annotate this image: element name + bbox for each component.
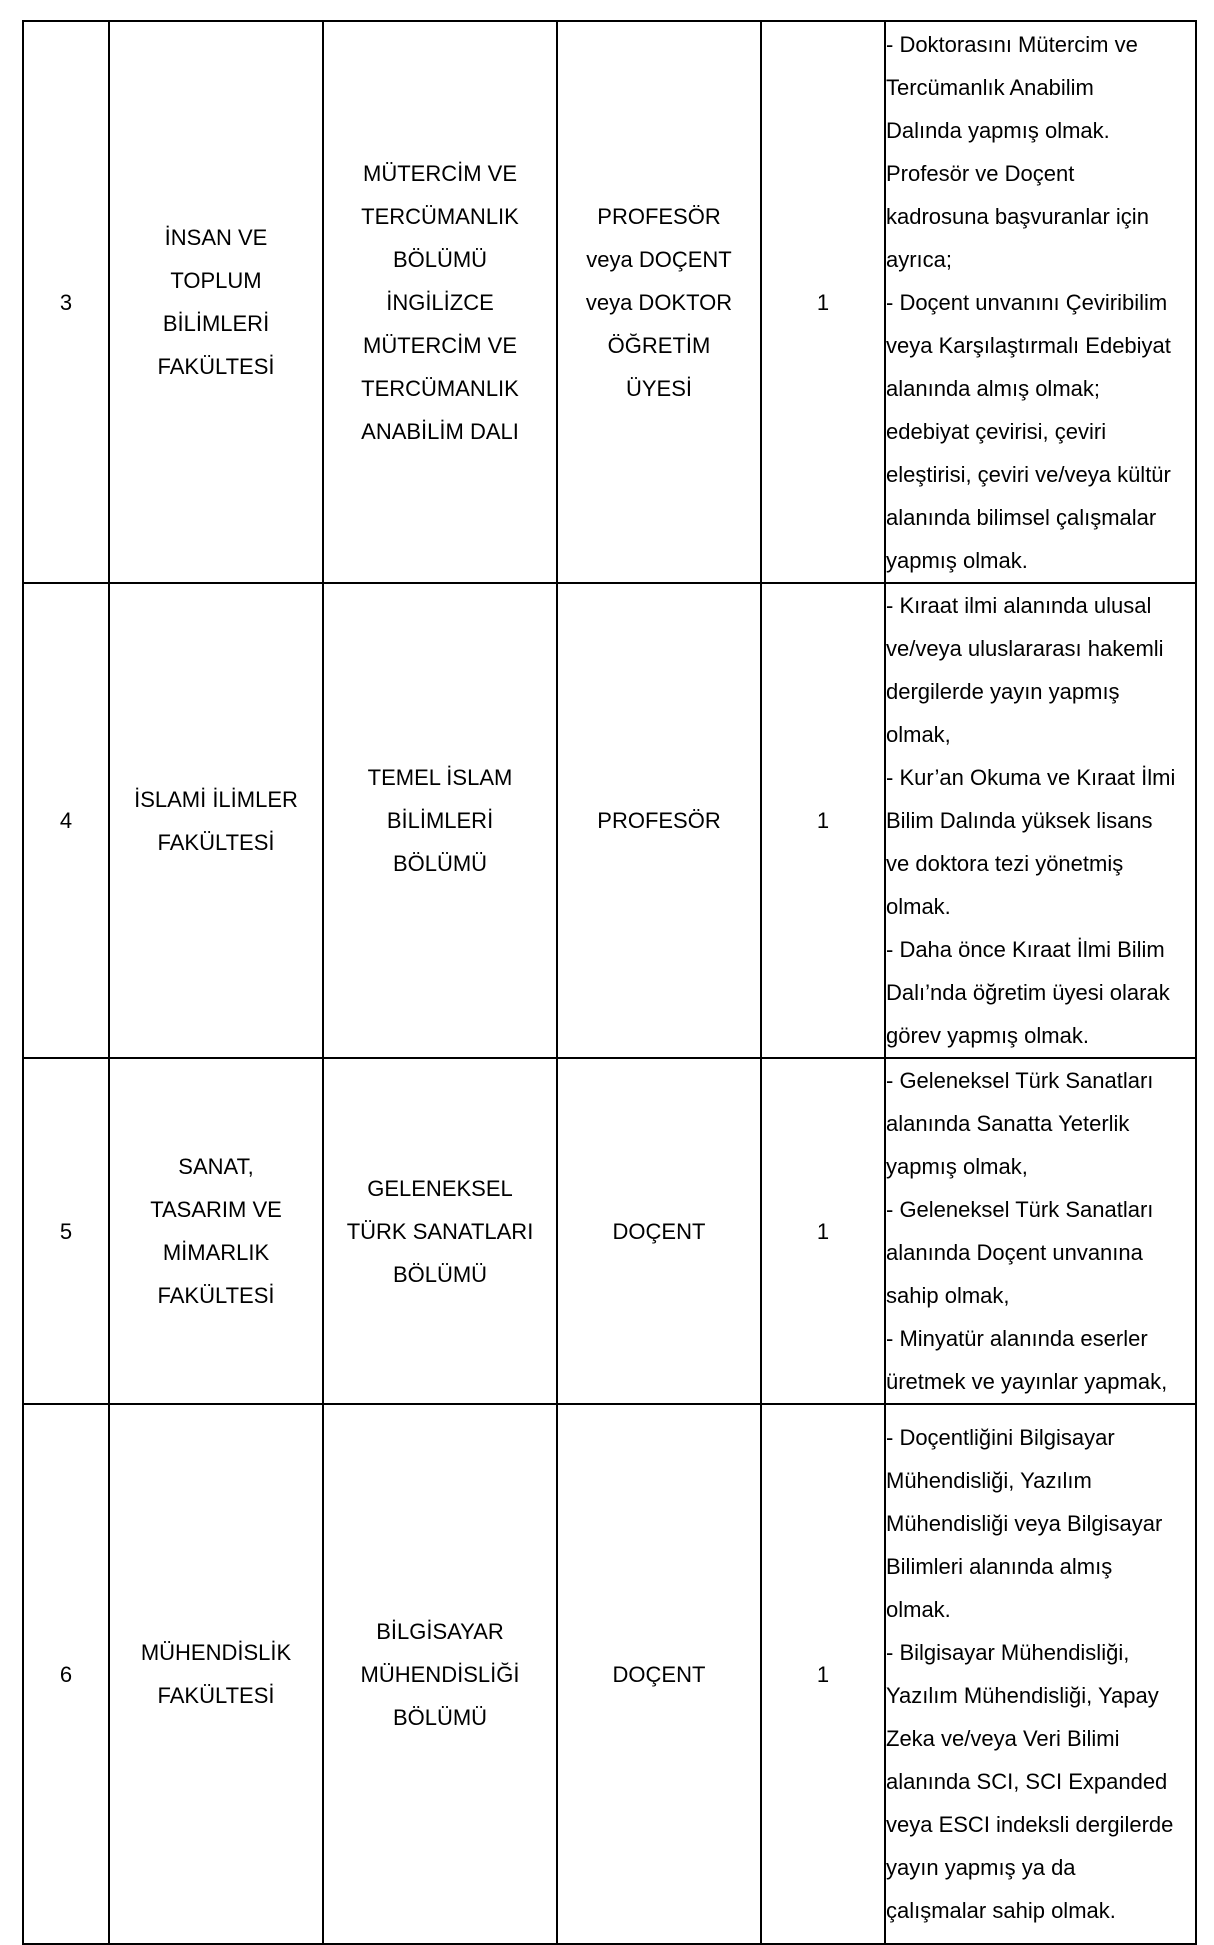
faculty-line: İSLAMİ İLİMLER [134,786,298,812]
requirements-line: - Minyatür alanında eserler [886,1326,1148,1351]
title-line: DOÇENT [612,1661,706,1687]
requirements-line: - Doçent unvanını Çeviribilim [886,289,1168,315]
requirements-line: - Kur’an Okuma ve Kıraat İlmi [886,765,1176,790]
requirements-line: alanında SCI, SCI Expanded [886,1769,1168,1794]
requirements-line: sahip olmak, [886,1283,1010,1308]
requirements-line: Zeka ve/veya Veri Bilimi [886,1726,1120,1751]
department-line: İNGİLİZCE [386,289,494,315]
department-line: BÖLÜMÜ [392,246,488,272]
count-cell [761,1404,885,1944]
requirements-line: - Daha önce Kıraat İlmi Bilim [886,937,1165,962]
title-cell [557,1058,761,1404]
requirements-line: olmak. [886,1597,951,1622]
title-line: PROFESÖR [597,808,721,833]
row-number-text: 5 [59,1218,73,1244]
title-line: veya DOKTOR [585,289,733,315]
faculty-line: SANAT, [178,1154,254,1179]
faculty-cell [109,21,323,583]
requirements-line: yapmış olmak. [886,547,1028,573]
requirements-line: olmak. [886,894,951,919]
requirements-line: - Doktorasını Mütercim ve [886,31,1138,57]
requirements-line: veya Karşılaştırmalı Edebiyat [886,332,1171,358]
title-line: DOÇENT [612,1218,706,1244]
requirements-line: veya ESCI indeksli dergilerde [886,1812,1174,1837]
count-text: 1 [816,808,830,833]
faculty-cell [109,1058,323,1404]
requirements-line: dergilerde yayın yapmış [886,679,1120,704]
department-line: BÖLÜMÜ [392,1704,488,1730]
title-line: ÖĞRETİM [607,332,711,358]
row-number [23,583,109,1058]
department-line: BÖLÜMÜ [392,851,488,876]
requirements-line: yayın yapmış ya da [886,1855,1076,1880]
requirements-line: - Geleneksel Türk Sanatları [886,1068,1154,1093]
row-number [23,1404,109,1944]
requirements-line: kadrosuna başvuranlar için [886,203,1149,229]
requirements-line: alanında Sanatta Yeterlik [886,1111,1130,1136]
count-text: 1 [816,289,830,315]
department-cell [323,1404,557,1944]
department-line: TÜRK SANATLARI [346,1218,534,1244]
row-number-text: 6 [59,1661,73,1687]
faculty-line: FAKÜLTESİ [157,829,275,855]
requirements-line: Mühendisliği, Yazılım [886,1468,1092,1493]
table-row [23,583,1196,1058]
count-cell [761,1058,885,1404]
requirements-line: - Kıraat ilmi alanında ulusal [886,593,1152,618]
row-number-text: 3 [59,289,73,315]
requirements-line: alanında Doçent unvanına [886,1240,1143,1265]
position-table [22,20,1197,1945]
department-cell [323,583,557,1058]
department-line: TERCÜMANLIK [361,375,519,401]
department-line: GELENEKSEL [367,1175,513,1201]
row-number-text: 4 [59,808,73,833]
faculty-line: FAKÜLTESİ [157,354,275,379]
requirements-cell [885,1058,1196,1404]
faculty-cell [109,583,323,1058]
requirements-cell [885,1404,1196,1944]
requirements-line: ve doktora tezi yönetmiş [886,851,1124,876]
department-line: BÖLÜMÜ [392,1261,488,1287]
department-line: TERCÜMANLIK [361,203,519,229]
requirements-line: ayrıca; [886,246,953,272]
requirements-line: görev yapmış olmak. [886,1023,1089,1048]
requirements-line: edebiyat çevirisi, çeviri [886,418,1107,444]
faculty-line: MİMARLIK [162,1240,270,1265]
table-row [23,1058,1196,1404]
count-text: 1 [816,1218,830,1244]
title-line: veya DOÇENT [586,246,732,272]
title-cell [557,583,761,1058]
department-cell [323,21,557,583]
faculty-line: İNSAN VE [164,225,268,250]
row-number [23,1058,109,1404]
faculty-line: MÜHENDİSLİK [140,1640,292,1665]
count-cell [761,583,885,1058]
requirements-line: Bilimleri alanında almış [886,1554,1113,1579]
title-cell [557,21,761,583]
faculty-line: TASARIM VE [150,1197,282,1222]
department-line: BİLGİSAYAR [376,1618,504,1644]
requirements-line: olmak, [886,722,951,747]
faculty-line: BİLİMLERİ [162,311,270,336]
table-row [23,21,1196,583]
requirements-line: - Geleneksel Türk Sanatları [886,1197,1154,1222]
title-line: ÜYESİ [625,375,693,401]
department-line: ANABİLİM DALI [361,418,519,444]
department-line: BİLİMLERİ [386,808,494,833]
requirements-line: - Doçentliğini Bilgisayar [886,1425,1115,1450]
requirements-line: Dalında yapmış olmak. [886,117,1110,143]
count-cell [761,21,885,583]
department-cell [323,1058,557,1404]
requirements-line: Dalı’nda öğretim üyesi olarak [886,980,1170,1005]
title-line: PROFESÖR [597,203,721,229]
requirements-line: Profesör ve Doçent [886,160,1075,186]
requirements-cell [885,583,1196,1058]
department-line: MÜHENDİSLİĞİ [360,1661,520,1687]
faculty-line: TOPLUM [170,268,262,293]
requirements-line: ve/veya uluslararası hakemli [886,636,1164,661]
requirements-line: çalışmalar sahip olmak. [886,1898,1116,1923]
department-line: TEMEL İSLAM [367,765,513,790]
department-line: MÜTERCİM VE [363,332,517,358]
faculty-cell [109,1404,323,1944]
faculty-line: FAKÜLTESİ [157,1283,275,1308]
department-line: MÜTERCİM VE [363,160,517,186]
faculty-line: FAKÜLTESİ [157,1683,275,1708]
count-text: 1 [816,1661,830,1687]
requirements-line: Tercümanlık Anabilim [886,74,1094,100]
requirements-line: alanında bilimsel çalışmalar [886,504,1157,530]
requirements-line: yapmış olmak, [886,1154,1028,1179]
requirements-line: - Bilgisayar Mühendisliği, [886,1640,1130,1665]
row-number [23,21,109,583]
requirements-line: alanında almış olmak; [886,375,1100,401]
requirements-line: Yazılım Mühendisliği, Yapay [886,1683,1159,1708]
requirements-line: Bilim Dalında yüksek lisans [886,808,1153,833]
title-cell [557,1404,761,1944]
table-row [23,1404,1196,1944]
requirements-cell [885,21,1196,583]
requirements-line: Mühendisliği veya Bilgisayar [886,1511,1163,1536]
requirements-line: üretmek ve yayınlar yapmak, [886,1369,1168,1394]
requirements-line: eleştirisi, çeviri ve/veya kültür [886,461,1171,487]
